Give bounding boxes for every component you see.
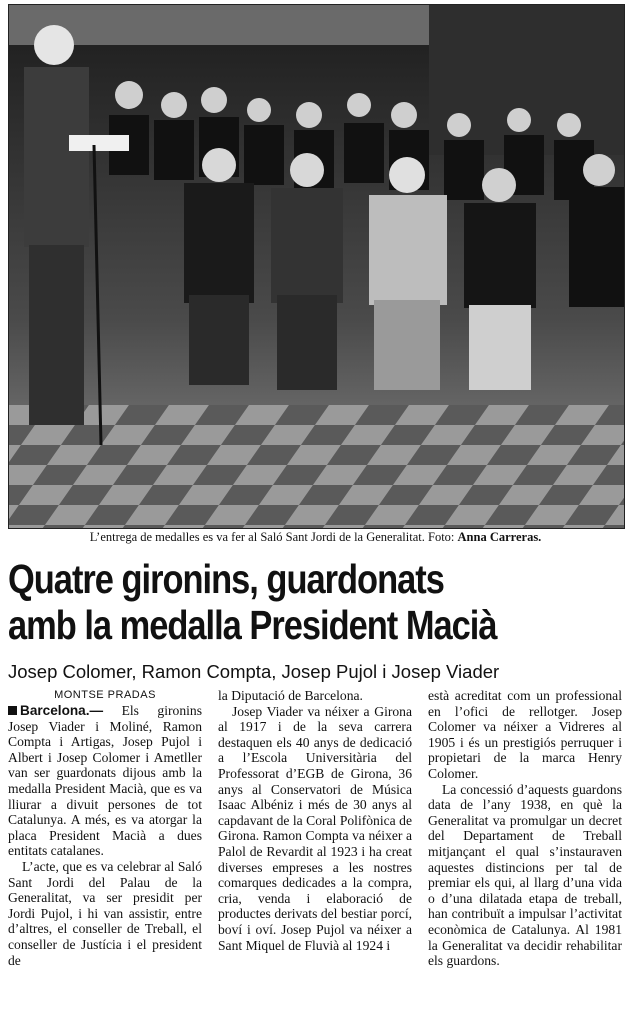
article-paragraph: la Diputació de Barcelona.: [218, 688, 363, 703]
article-column-2: [218, 688, 412, 1024]
ceremony-photo: [8, 4, 625, 529]
square-bullet-icon: [8, 706, 17, 715]
headline-line-1: Quatre gironins, guardonats: [8, 556, 444, 602]
article-paragraph: Josep Viader va néixer a Girona al 1917 i de la seva carrera destaquen els 40 anys de dedicació a l’Escola Universitària del Professorat d’EGB de Girona, 36 anys al Conservatori de Música Isaac Albéniz i més de 30 anys al capdavant de la Coral Polifònica de Girona. Ramon Compta va néixer a Palol de Revardit al 1923 i ha creat diverses empreses a les nostres comarques dedicades a la compra, cria, venda i elaboració de productes derivats del bestiar porcí, boví i oví. Josep Pujol va néixer a Sant Miquel de Fluvià al 1924 i: [218, 703, 412, 953]
article-column-1: [8, 688, 202, 1024]
photo-caption: [8, 530, 623, 545]
byline: MONTSE PRADAS: [54, 689, 156, 701]
article-paragraph: [8, 703, 202, 859]
headline-line-2: amb la medalla President Macià: [8, 602, 497, 648]
article-paragraph: està acreditat com un professional en l’ofici de rellotger. Josep Colomer va néixer a Vidreres al 1905 i és un prestigiós perruquer i propietari de la marca Henry Colomer.: [428, 688, 622, 781]
ceremony-photo-graphic: [9, 5, 624, 528]
lead-text: Els gironins Josep Viader i Moliné, Ramon Compta i Artigas, Josep Pujol i Albert i Josep Colomer i Ametller van ser guardonats dijous amb la medalla President Macià, que es va lliurar a divuit persones de tot Catalunya. A més, es va atorgar la placa President Macià a dues entitats catalanes.: [8, 703, 202, 859]
dateline: Barcelona.—: [20, 703, 104, 718]
subheadline: Josep Colomer, Ramon Compta, Josep Pujol i Josep Viader: [8, 661, 500, 682]
caption-credit: Anna Carreras.: [457, 530, 542, 544]
caption-text: L’entrega de medalles es va fer al Saló Sant Jordi de la Generalitat. Foto:: [89, 530, 458, 544]
article-paragraph: La concessió d’aquests guardons data de l’any 1938, en què la Generalitat va promulgar un decret del Departament de Treball mitjançant el qual s’instauraven aquestes distincions per tal de premiar els qui, al llarg d’una vida o d’una dilatada etapa de treball, han contribuït a impulsar l’activitat econòmica de Catalunya. Al 1981 la Generalitat va decidir rehabilitar els guardons.: [428, 781, 622, 969]
article-paragraph: L’acte, que es va celebrar al Saló Sant Jordi del Palau de la Generalitat, va ser presidit per Jordi Pujol, i hi van assistir, entre d’altres, el conseller de Treball, el conseller de Justícia i el president de: [8, 858, 202, 968]
headline: [8, 556, 529, 648]
article-column-3: [428, 688, 622, 1024]
